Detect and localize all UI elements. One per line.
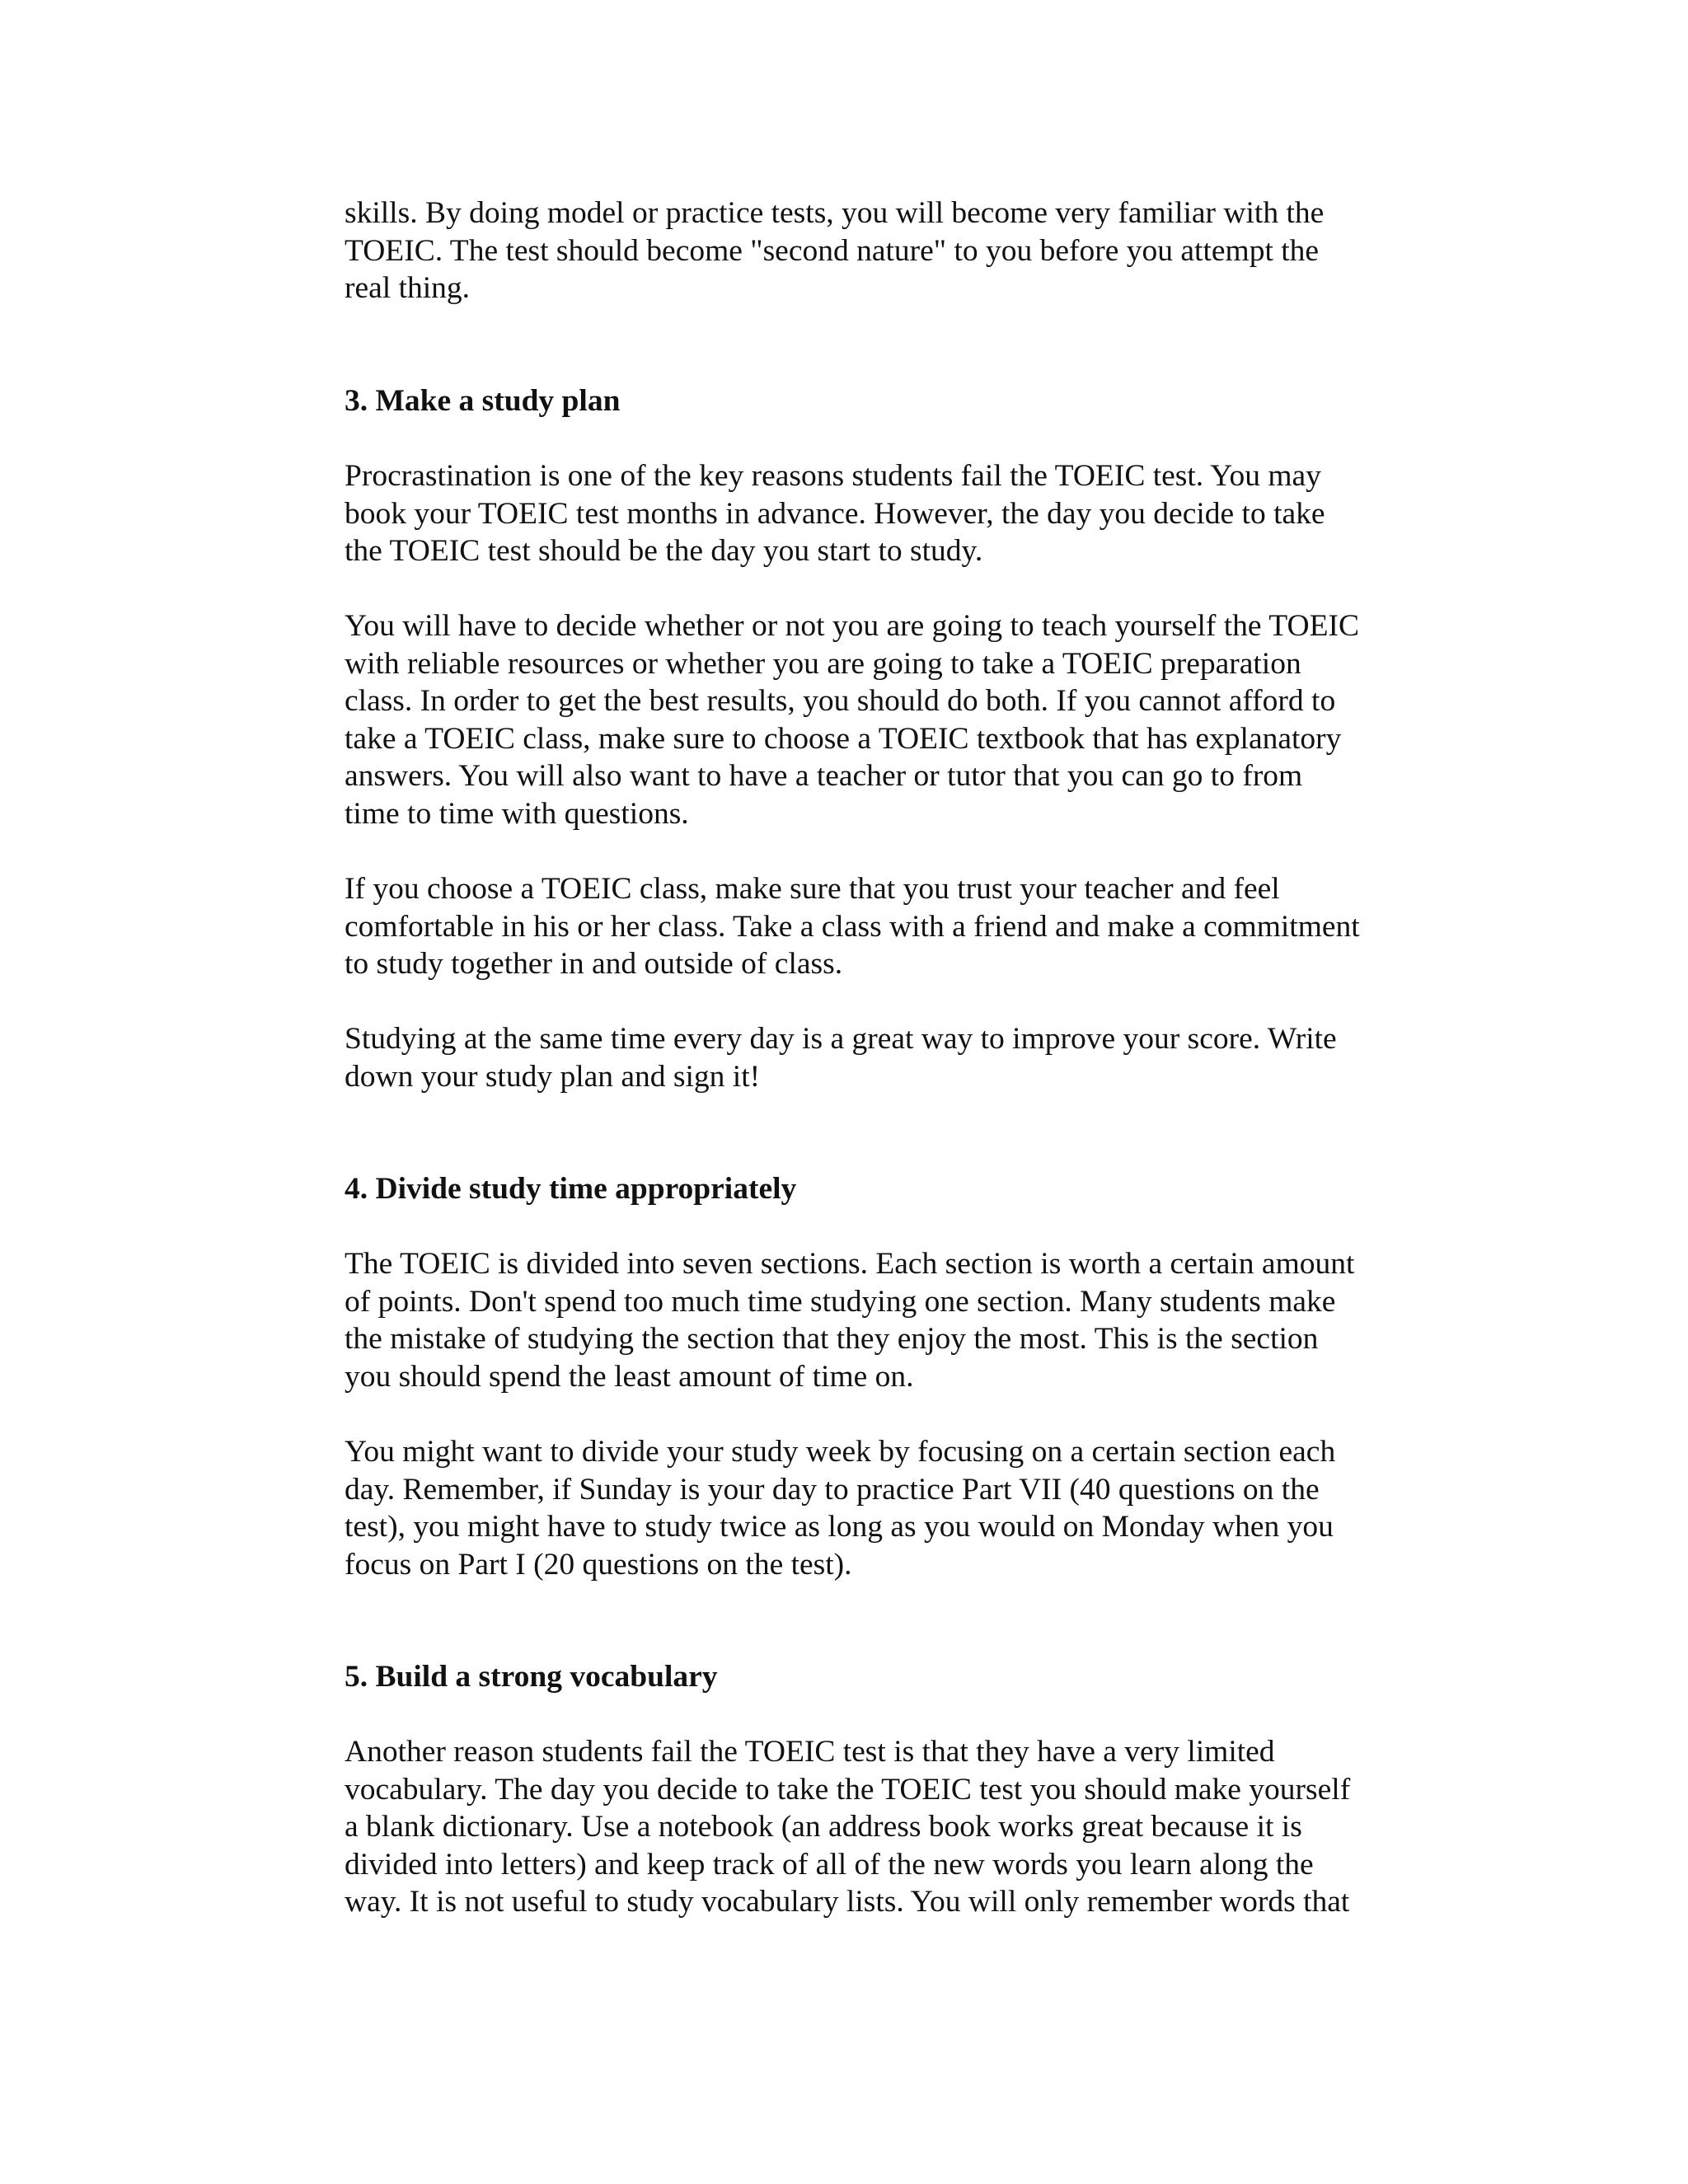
text-line: way. It is not useful to study vocabulary lists. You will only remember words that	[345, 1885, 1350, 1919]
text-line: the mistake of studying the section that they enjoy the most. This is the section	[345, 1322, 1319, 1356]
paragraph-seven-sections	[345, 1245, 1441, 1395]
text-line: You might want to divide your study week by focusing on a certain section each	[345, 1435, 1336, 1469]
text-line: of points. Don't spend too much time studying one section. Many students make	[345, 1284, 1336, 1319]
text-line: TOEIC. The test should become "second nature" to you before you attempt the	[345, 233, 1320, 268]
text-line: take a TOEIC class, make sure to choose a TOEIC textbook that has explanatory	[345, 721, 1342, 756]
text-line: day. Remember, if Sunday is your day to practice Part VII (40 questions on the	[345, 1472, 1320, 1507]
text-line: Procrastination is one of the key reasons students fail the TOEIC test. You may	[345, 459, 1321, 493]
text-line: divided into letters) and keep track of all of the new words you learn along the	[345, 1847, 1314, 1882]
text-line: answers. You will also want to have a teacher or tutor that you can go to from	[345, 759, 1303, 793]
text-line: time to time with questions.	[345, 796, 689, 831]
section-heading-study-plan	[345, 382, 1441, 420]
text-line: the TOEIC test should be the day you start to study.	[345, 534, 983, 568]
text-line: a blank dictionary. Use a notebook (an address book works great because it is	[345, 1810, 1302, 1844]
paragraph-vocabulary	[345, 1733, 1441, 1921]
text-line: If you choose a TOEIC class, make sure that you trust your teacher and feel	[345, 872, 1280, 906]
paragraph-study-time	[345, 1020, 1441, 1095]
text-line: class. In order to get the best results, you should do both. If you cannot afford to	[345, 684, 1336, 718]
text-line: to study together in and outside of class.	[345, 947, 843, 981]
text-line: Studying at the same time every day is a great way to improve your score. Write	[345, 1022, 1337, 1056]
paragraph-study-week	[345, 1433, 1441, 1583]
paragraph-continuation	[345, 194, 1441, 307]
text-line: You will have to decide whether or not you are going to teach yourself the TOEIC	[345, 609, 1359, 643]
text-line: skills. By doing model or practice tests, you will become very familiar with the	[345, 196, 1325, 230]
text-line: comfortable in his or her class. Take a class with a friend and make a commitment	[345, 909, 1360, 944]
heading-text: 4. Divide study time appropriately	[345, 1172, 797, 1206]
text-line: test), you might have to study twice as long as you would on Monday when you	[345, 1510, 1334, 1544]
text-line: down your study plan and sign it!	[345, 1059, 761, 1094]
text-line: vocabulary. The day you decide to take the TOEIC test you should make yourself	[345, 1772, 1351, 1807]
text-line: book your TOEIC test months in advance. However, the day you decide to take	[345, 496, 1325, 531]
heading-text: 5. Build a strong vocabulary	[345, 1660, 718, 1694]
text-line: with reliable resources or whether you are going to take a TOEIC preparation	[345, 646, 1301, 681]
text-line: you should spend the least amount of time on.	[345, 1359, 914, 1394]
section-heading-divide-time	[345, 1170, 1441, 1208]
paragraph-resources	[345, 607, 1441, 832]
heading-text: 3. Make a study plan	[345, 384, 621, 418]
paragraph-toeic-class	[345, 870, 1441, 983]
text-line: focus on Part I (20 questions on the test).	[345, 1547, 852, 1582]
text-line: The TOEIC is divided into seven sections. Each section is worth a certain amount	[345, 1247, 1355, 1281]
text-line: Another reason students fail the TOEIC test is that they have a very limited	[345, 1735, 1275, 1769]
paragraph-procrastination	[345, 457, 1441, 570]
text-line: real thing.	[345, 271, 471, 305]
section-heading-vocabulary	[345, 1658, 1441, 1696]
